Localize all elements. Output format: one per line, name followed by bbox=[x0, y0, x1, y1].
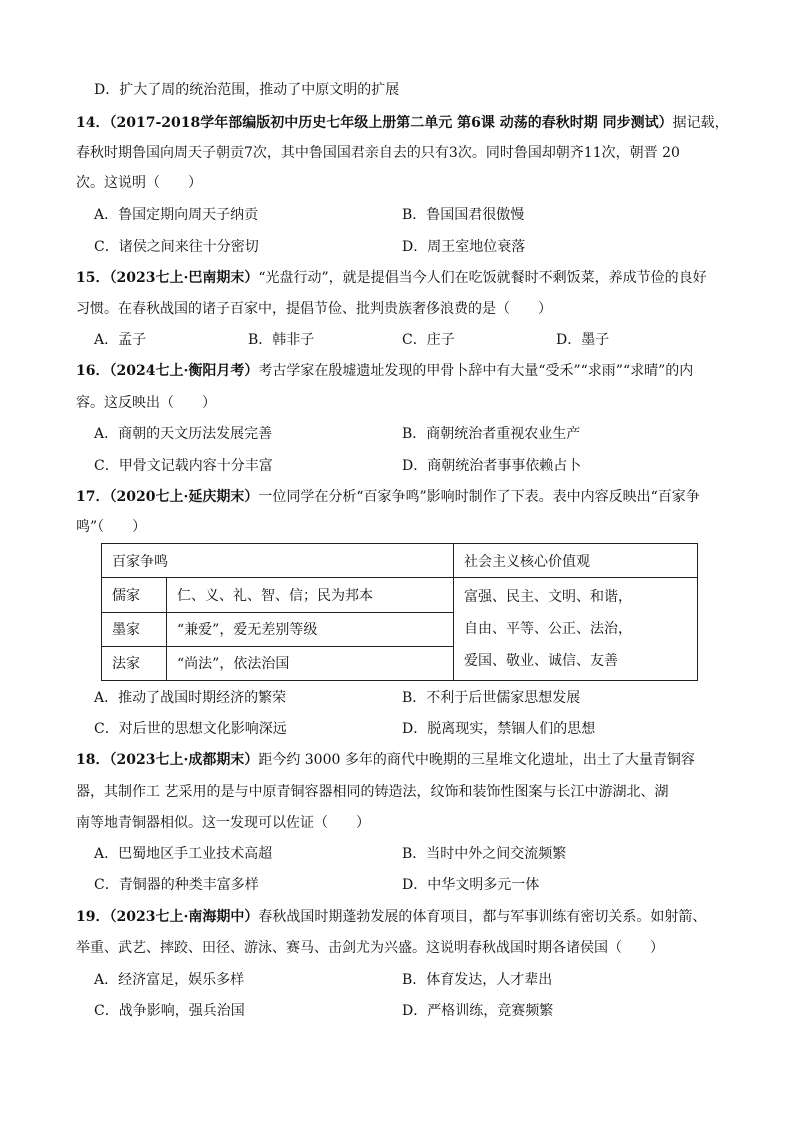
q14-stem-line-1 bbox=[76, 113, 729, 133]
q17-stem-line-1 bbox=[76, 487, 700, 507]
q13-option-d: D．扩大了周的统治范围，推动了中原文明的扩展 bbox=[94, 82, 400, 98]
q17-option-c: C．对后世的思想文化影响深远 bbox=[94, 721, 287, 737]
q17-stem-text: 一位同学在分析“百家争鸣”影响时制作了下表。表中内容反映出“百家争 bbox=[258, 489, 700, 505]
q17-option-b: B．不利于后世儒家思想发展 bbox=[402, 690, 581, 706]
q15-option-c: C．庄子 bbox=[402, 332, 455, 348]
q19-stem-line-1 bbox=[76, 907, 706, 927]
q18-source: （2023七上·成都期末） bbox=[109, 752, 259, 768]
q14-option-c: C．诸侯之间来往十分密切 bbox=[94, 239, 259, 255]
q17-stem-line-2: 鸣”（ ） bbox=[76, 519, 147, 535]
core-values-line: 富强、民主、文明、和谐， bbox=[464, 589, 632, 606]
q14-option-d: D．周王室地位衰落 bbox=[402, 239, 526, 255]
q15-source: （2023七上·巴南期末） bbox=[109, 270, 259, 286]
q18-option-d: D．中华文明多元一体 bbox=[402, 877, 540, 893]
q17-option-a: A．推动了战国时期经济的繁荣 bbox=[94, 690, 287, 706]
q15-option-b: B．韩非子 bbox=[248, 332, 315, 348]
q19-stem-text: 春秋战国时期蓬勃发展的体育项目，都与军事训练有密切关系。如射箭、 bbox=[258, 909, 707, 925]
core-values-line: 爱国、敬业、诚信、友善 bbox=[464, 653, 618, 670]
table-row bbox=[102, 578, 698, 612]
q18-stem-text: 距今约 3000 多年的商代中晚期的三星堆文化遗址，出土了大量青铜容 bbox=[258, 752, 695, 768]
q19-option-d: D．严格训练，竞赛频繁 bbox=[402, 1003, 554, 1019]
table-cell-idea: 仁、义、礼、智、信；民为邦本 bbox=[167, 578, 454, 612]
q18-option-a: A．巴蜀地区手工业技术高超 bbox=[94, 846, 273, 862]
q16-option-c: C．甲骨文记载内容十分丰富 bbox=[94, 458, 273, 474]
q15-stem-text: “光盘行动”，就是提倡当今人们在吃饭就餐时不剩饭菜，养成节俭的良好 bbox=[258, 270, 707, 286]
table-cell-idea: “尚法”，依法治国 bbox=[167, 646, 454, 680]
q15-option-d: D．墨子 bbox=[556, 332, 610, 348]
q15-number: 15． bbox=[76, 270, 110, 286]
q18-stem-line-1 bbox=[76, 750, 695, 770]
q15-option-a: A．孟子 bbox=[94, 332, 147, 348]
q15-stem-line-1 bbox=[76, 268, 707, 288]
q16-option-b: B．商朝统治者重视农业生产 bbox=[402, 426, 581, 442]
table-cell-school: 墨家 bbox=[102, 612, 167, 646]
q16-option-d: D．商朝统治者事事依赖占卜 bbox=[402, 458, 582, 474]
q14-stem-text: 据记载， bbox=[672, 115, 729, 131]
q16-stem-text: 考古学家在殷墟遗址发现的甲骨卜辞中有大量“受禾”“求雨”“求晴”的内 bbox=[258, 363, 694, 379]
q16-source: （2024七上·衡阳月考） bbox=[109, 363, 259, 379]
table-cell-idea: “兼爱”，爱无差别等级 bbox=[167, 612, 454, 646]
q16-number: 16． bbox=[76, 363, 110, 379]
q17-comparison-table bbox=[101, 543, 698, 681]
core-values-line: 自由、平等、公正、法治， bbox=[464, 621, 632, 638]
q19-option-b: B．体育发达，人才辈出 bbox=[402, 972, 553, 988]
q18-number: 18． bbox=[76, 752, 110, 768]
q19-source: （2023七上·南海期中） bbox=[109, 909, 259, 925]
q18-stem-line-3: 南等地青铜器相似。这一发现可以佐证（ ） bbox=[76, 815, 370, 831]
q19-stem-line-2: 举重、武艺、摔跤、田径、游泳、赛马、击剑尤为兴盛。这说明春秋战国时期各诸侯国（ ） bbox=[76, 940, 664, 956]
q16-option-a: A．商朝的天文历法发展完善 bbox=[94, 426, 273, 442]
q17-number: 17． bbox=[76, 489, 110, 505]
q17-option-d: D．脱离现实，禁锢人们的思想 bbox=[402, 721, 596, 737]
q18-option-b: B．当时中外之间交流频繁 bbox=[402, 846, 567, 862]
q14-stem-line-2: 春秋时期鲁国向周天子朝贡7次，其中鲁国国君亲自去的只有3次。同时鲁国却朝齐11次，朝晋 20 bbox=[76, 145, 680, 161]
q19-option-a: A．经济富足，娱乐多样 bbox=[94, 972, 245, 988]
table-header-left: 百家争鸣 bbox=[102, 544, 454, 578]
q14-stem-line-3: 次。这说明（ ） bbox=[76, 175, 202, 191]
q14-option-a: A．鲁国定期向周天子纳贡 bbox=[94, 207, 259, 223]
q19-option-c: C．战争影响，强兵治国 bbox=[94, 1003, 245, 1019]
table-cell-school: 儒家 bbox=[102, 578, 167, 612]
table-cell-core-values bbox=[454, 578, 698, 681]
q14-option-b: B．鲁国国君很傲慢 bbox=[402, 207, 525, 223]
table-header-right: 社会主义核心价值观 bbox=[454, 544, 698, 578]
table-cell-school: 法家 bbox=[102, 646, 167, 680]
q14-source: （2017-2018学年部编版初中历史七年级上册第二单元 第6课 动荡的春秋时期 同步测试） bbox=[109, 115, 673, 131]
q14-number: 14． bbox=[76, 115, 110, 131]
q18-option-c: C．青铜器的种类丰富多样 bbox=[94, 877, 259, 893]
table-header-row bbox=[102, 544, 698, 578]
q16-stem-line-1 bbox=[76, 361, 693, 381]
q17-source: （2020七上·延庆期末） bbox=[109, 489, 259, 505]
q16-stem-line-2: 容。这反映出（ ） bbox=[76, 395, 216, 411]
q18-stem-line-2: 器，其制作工 艺采用的是与中原青铜容器相同的铸造法，纹饰和装饰性图案与长江中游湖北、湖 bbox=[76, 784, 669, 800]
q19-number: 19． bbox=[76, 909, 110, 925]
q15-stem-line-2: 习惯。在春秋战国的诸子百家中，提倡节俭、批判贵族奢侈浪费的是（ ） bbox=[76, 301, 552, 317]
